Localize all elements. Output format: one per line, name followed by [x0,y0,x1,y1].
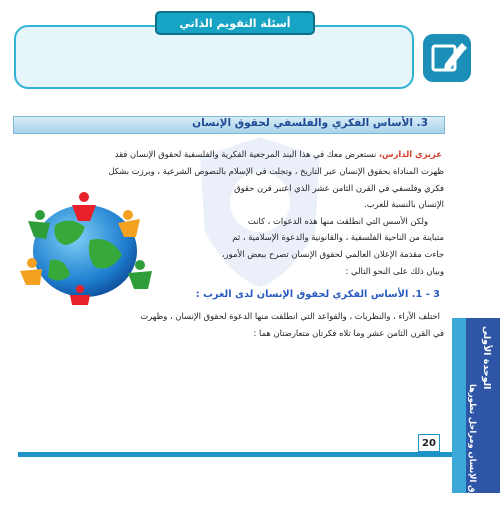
paragraph-2-line-1: ولكن الأسس التي انطلقت منها هذه الدعوات ، كانت [247,216,428,226]
footer-rule [18,452,452,457]
paragraph-2-line-4: وبيان ذلك على النحو التالي : [345,266,444,276]
paragraph-3-line-1: اختلف الآراء ، والنظريات ، والقواعد التي انطلقت منها الدعوة لحقوق الإنسان ، وظهرت [140,311,440,321]
paragraph-1-line-3: فكري وفلسفي في القرن الثامن عشر الذي اعتبر قرن حقوق [234,183,444,193]
page-number: 20 [418,434,440,452]
paragraph-3-line-2: في القرن الثامن عشر وما تلاه فكرتان متعارضتان هما : [253,328,444,338]
globe-people-icon [10,185,160,305]
unit-side-tab-accent [452,318,466,493]
section-title: 3. الأساس الفكري والفلسفي لحقوق الإنسان [192,117,428,129]
paragraph-1-line-1-text: نستعرض معك في هذا البند المرجعية الفكرية والفلسفية لحقوق الإنسان فقد [114,149,379,159]
unit-title: حقوق الإنسان ومراحل تطورها [468,384,478,510]
paragraph-1-line-2: ظهرت المناداة بحقوق الإنسان عبر التاريخ ، وتجلت في الإسلام بالنصوص الشرعية ، وبرزت بشكل [108,166,444,176]
pencil-edit-icon [423,34,471,82]
subsection-title: 3 - 1. الأساس الفكري لحقوق الإنسان لدى الغرب : [195,289,440,300]
unit-label: الوحدة الأولى [481,326,492,390]
paragraph-2-line-2: متباينة من الناحية الفلسفية ، والقانونية والدعوة الإسلامية ، ثم [232,232,444,242]
self-eval-title: أسئلة التقويم الذاتي [155,11,315,35]
paragraph-1-line-1 [115,149,442,159]
dear-learner-lead: عزيزي الدارس، [378,149,442,159]
paragraph-2-line-3: جاءت مقدمة الإعلان العالمي لحقوق الإنسان تصرح ببعض الأمور، [221,249,444,259]
paragraph-1-line-4: الإنسان بالنسبة للغرب. [364,199,444,209]
